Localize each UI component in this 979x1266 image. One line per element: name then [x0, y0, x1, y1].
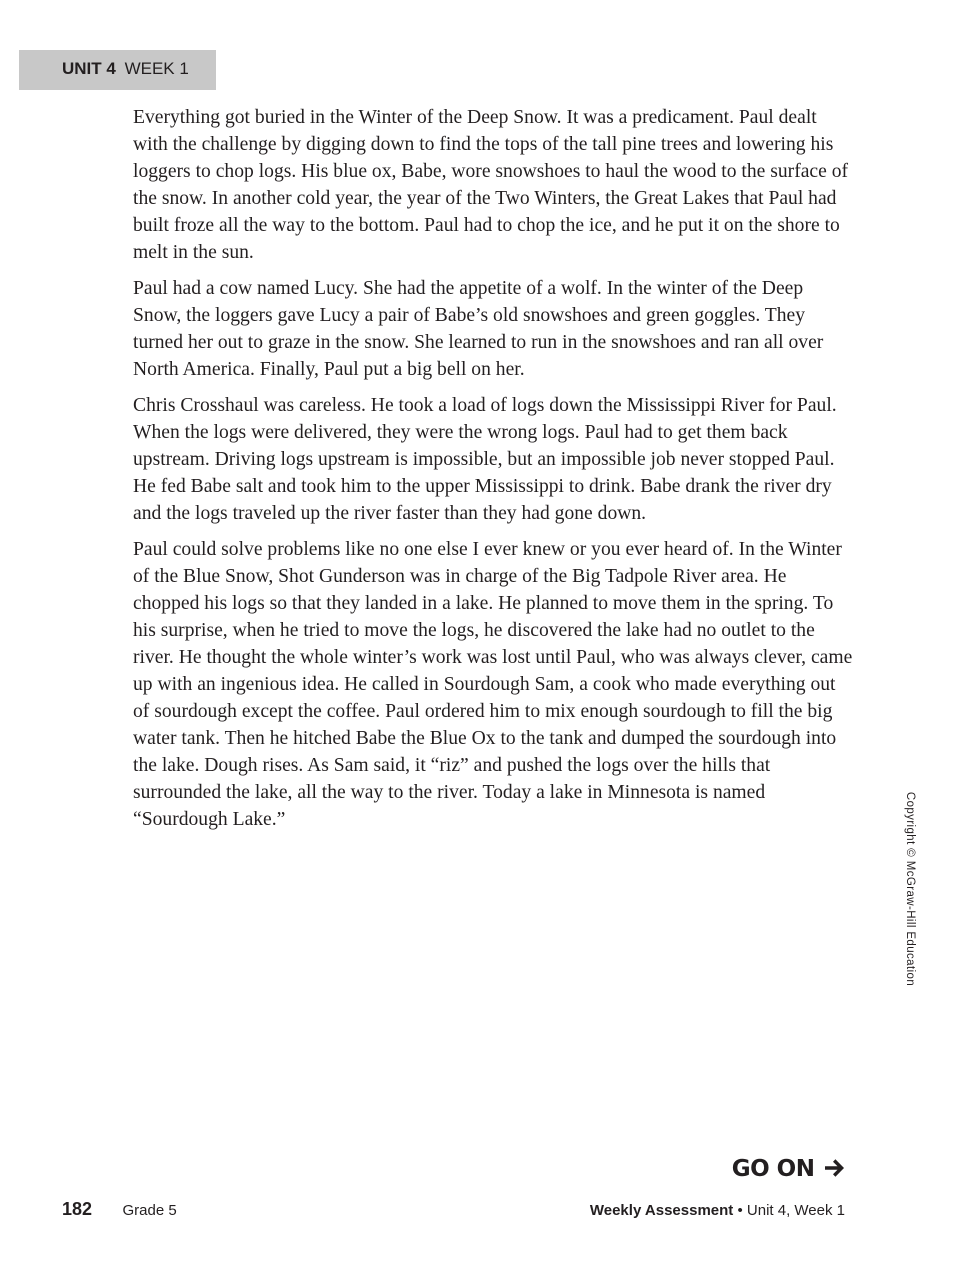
footer-right [590, 1202, 845, 1219]
passage-paragraph-3: Chris Crosshaul was careless. He took a load of logs down the Mississippi River for Paul. When the logs were delivered, they were the wrong logs. Paul had to get them back upstream. Driving logs upstream is impossible, but an impossible job never stopped Paul. He fed Babe salt and took him to the upper Mississippi to drink. Babe drank the river dry and the logs traveled up the river faster than they had gone down. [133, 395, 837, 524]
go-on-label: GO ON [731, 1156, 815, 1182]
page-number: 182 [62, 1199, 93, 1219]
passage-paragraph-4: Paul could solve problems like no one else I ever knew or you ever heard of. In the Winter of the Blue Snow, Shot Gunderson was in charge of the Big Tadpole River area. He chopped his logs so that they landed in a lake. He planned to move them in the spring. To his surprise, when he tried to move the logs, he discovered the lake had no outlet to the river. He thought the whole winter’s work was lost until Paul, who was always clever, came up with an ingenious idea. He called in Sourdough Sam, a cook who made everything out of sourdough except the coffee. Paul ordered him to mix enough sourdough to fill the big water tank. Then he hitched Babe the Blue Ox to the tank and dumped the sourdough into the lake. Dough rises. As Sam said, it “riz” and pushed the logs over the hills that surrounded the lake, all the way to the river. Today a lake in Minnesota is named “Sourdough Lake.” [133, 539, 853, 830]
grade-label: Grade 5 [122, 1202, 177, 1219]
passage-paragraph-2: Paul had a cow named Lucy. She had the appetite of a wolf. In the winter of the Deep Snow, the loggers gave Lucy a pair of Babe’s old snowshoes and green goggles. They turned her out to graze in the snow. She learned to run in the snowshoes and ran all over North America. Finally, Paul put a big bell on her. [133, 278, 824, 380]
unit-week-footer: Unit 4, Week 1 [746, 1202, 845, 1219]
reading-passage [133, 104, 853, 842]
copyright-notice: Copyright © McGraw-Hill Education [904, 791, 916, 987]
passage-paragraph-1: Everything got buried in the Winter of the Deep Snow. It was a predicament. Paul dealt with the challenge by digging down to find the tops of the tall pine trees and lowering his loggers to chop logs. His blue ox, Babe, wore snowshoes to haul the wood to the surface of the snow. In another cold year, the year of the Two Winters, the Great Lakes that Paul had built froze all the way to the bottom. Paul had to chop the ice, and he put it on the shore to melt in the sun. [133, 107, 849, 263]
unit-label: UNIT 4 [62, 59, 116, 78]
arrow-right-icon [824, 1159, 846, 1177]
footer-separator: • [737, 1202, 743, 1219]
week-label: WEEK 1 [124, 59, 189, 78]
footer-left [62, 1199, 177, 1220]
go-on-indicator [732, 1156, 846, 1182]
unit-week-tab [19, 50, 216, 90]
assessment-title: Weekly Assessment [589, 1202, 734, 1219]
